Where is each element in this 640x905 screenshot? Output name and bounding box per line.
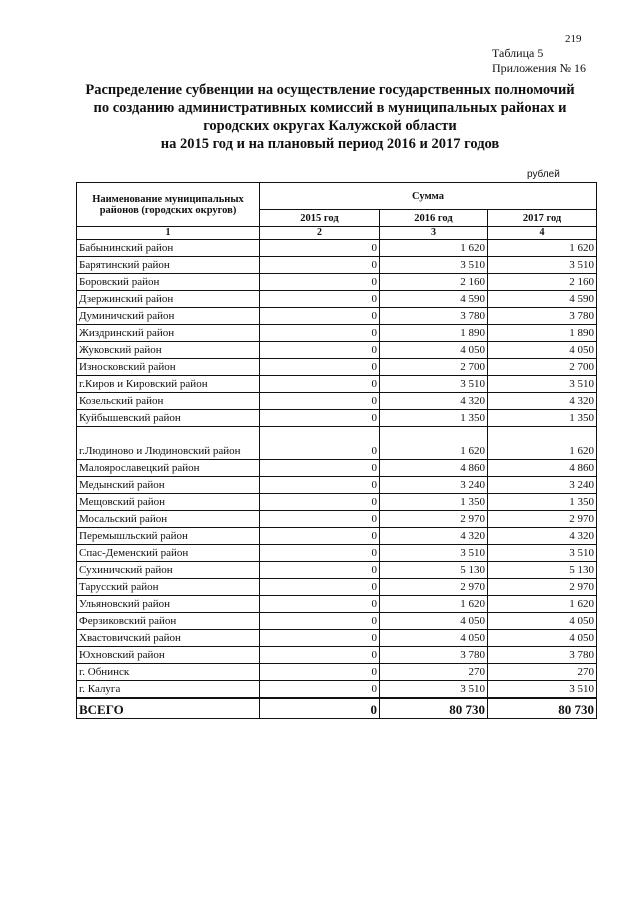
header-municipality: Наименование муниципальных районов (городских округов): [77, 183, 260, 227]
amount-2017: 1 620: [488, 427, 597, 460]
municipality-name: Думиничский район: [77, 308, 260, 325]
table-body: [77, 240, 597, 699]
municipality-name: Сухиничский район: [77, 562, 260, 579]
amount-2017: 2 970: [488, 511, 597, 528]
header-sum: Сумма: [260, 183, 597, 210]
table-row: [77, 596, 597, 613]
table-row: [77, 545, 597, 562]
table-row: [77, 274, 597, 291]
amount-2017: 3 510: [488, 376, 597, 393]
header-year-2016: 2016 год: [380, 210, 488, 227]
table-row: [77, 528, 597, 545]
subvention-table: [76, 182, 597, 719]
amount-2017: 4 050: [488, 342, 597, 359]
amount-2016: 3 510: [380, 257, 488, 274]
title-line-2: по созданию административных комиссий в муниципальных районах и: [93, 100, 567, 116]
table-row: [77, 376, 597, 393]
amount-2016: 5 130: [380, 562, 488, 579]
municipality-name: г. Обнинск: [77, 664, 260, 681]
municipality-name: Мещовский район: [77, 494, 260, 511]
amount-2016: 4 050: [380, 613, 488, 630]
table-row: [77, 257, 597, 274]
municipality-name: Юхновский район: [77, 647, 260, 664]
amount-2015: 0: [260, 291, 380, 308]
amount-2015: 0: [260, 596, 380, 613]
amount-2015: 0: [260, 325, 380, 342]
amount-2015: 0: [260, 494, 380, 511]
municipality-name: Ульяновский район: [77, 596, 260, 613]
table-row: [77, 342, 597, 359]
total-2015: 0: [260, 698, 380, 719]
amount-2015: 0: [260, 410, 380, 427]
amount-2017: 4 860: [488, 460, 597, 477]
title-line-1: Распределение субвенции на осуществление государственных полномочий: [85, 82, 575, 98]
amount-2016: 2 700: [380, 359, 488, 376]
amount-2016: 2 970: [380, 579, 488, 596]
municipality-name: Бабынинский район: [77, 240, 260, 257]
amount-2015: 0: [260, 681, 380, 699]
municipality-name: г.Киров и Кировский район: [77, 376, 260, 393]
amount-2016: 4 050: [380, 342, 488, 359]
municipality-name: г. Калуга: [77, 681, 260, 699]
amount-2017: 2 160: [488, 274, 597, 291]
amount-2017: 3 780: [488, 308, 597, 325]
municipality-name: Куйбышевский район: [77, 410, 260, 427]
amount-2015: 0: [260, 613, 380, 630]
amount-2015: 0: [260, 528, 380, 545]
title-line-4: на 2015 год и на плановый период 2016 и 2017 годов: [160, 136, 500, 152]
amount-2017: 1 620: [488, 596, 597, 613]
table-row: [77, 681, 597, 699]
amount-2015: 0: [260, 477, 380, 494]
municipality-name: Мосальский район: [77, 511, 260, 528]
table-row: [77, 460, 597, 477]
total-2017: 80 730: [488, 698, 597, 719]
municipality-name: Боровский район: [77, 274, 260, 291]
amount-2015: 0: [260, 257, 380, 274]
municipality-name: Жиздринский район: [77, 325, 260, 342]
municipality-name: Спас-Деменский район: [77, 545, 260, 562]
amount-2015: 0: [260, 579, 380, 596]
table-row: [77, 393, 597, 410]
municipality-name: Козельский район: [77, 393, 260, 410]
amount-2015: 0: [260, 664, 380, 681]
amount-2016: 1 350: [380, 494, 488, 511]
table-row: [77, 511, 597, 528]
amount-2016: 1 350: [380, 410, 488, 427]
amount-2016: 3 510: [380, 376, 488, 393]
table-row: [77, 647, 597, 664]
municipality-name: Перемышльский район: [77, 528, 260, 545]
amount-2016: 2 970: [380, 511, 488, 528]
amount-2015: 0: [260, 545, 380, 562]
amount-2015: 0: [260, 630, 380, 647]
table-row: [77, 291, 597, 308]
header-year-2017: 2017 год: [488, 210, 597, 227]
total-label: ВСЕГО: [77, 698, 260, 719]
amount-2017: 4 050: [488, 613, 597, 630]
amount-2015: 0: [260, 647, 380, 664]
amount-2017: 3 780: [488, 647, 597, 664]
page-number: 219: [565, 33, 582, 45]
amount-2017: 3 510: [488, 681, 597, 699]
amount-2015: 0: [260, 460, 380, 477]
title-line-3: городских округах Калужской области: [203, 118, 457, 134]
amount-2017: 3 510: [488, 545, 597, 562]
document-title: [70, 81, 590, 153]
table-row: [77, 359, 597, 376]
table-row: [77, 664, 597, 681]
amount-2016: 3 510: [380, 545, 488, 562]
amount-2015: 0: [260, 274, 380, 291]
table-row: [77, 240, 597, 257]
amount-2015: 0: [260, 342, 380, 359]
amount-2016: 4 320: [380, 528, 488, 545]
table-row: [77, 410, 597, 427]
amount-2016: 4 860: [380, 460, 488, 477]
amount-2017: 5 130: [488, 562, 597, 579]
amount-2017: 1 350: [488, 410, 597, 427]
amount-2016: 4 320: [380, 393, 488, 410]
municipality-name: Барятинский район: [77, 257, 260, 274]
amount-2017: 2 970: [488, 579, 597, 596]
amount-2016: 1 620: [380, 427, 488, 460]
amount-2017: 1 350: [488, 494, 597, 511]
amount-2016: 3 510: [380, 681, 488, 699]
amount-2016: 4 050: [380, 630, 488, 647]
table-row: [77, 494, 597, 511]
table-row: [77, 325, 597, 342]
table-row: [77, 630, 597, 647]
municipality-name: Жуковский район: [77, 342, 260, 359]
municipality-name: Малоярославецкий район: [77, 460, 260, 477]
municipality-name: Дзержинский район: [77, 291, 260, 308]
total-2016: 80 730: [380, 698, 488, 719]
amount-2016: 3 780: [380, 647, 488, 664]
municipality-name: Износковский район: [77, 359, 260, 376]
table-row: [77, 477, 597, 494]
appendix-label: Приложения № 16: [492, 61, 587, 75]
amount-2016: 3 780: [380, 308, 488, 325]
municipality-name: г.Людиново и Людиновский район: [77, 427, 260, 460]
total-row: [77, 698, 597, 719]
amount-2017: 2 700: [488, 359, 597, 376]
amount-2017: 4 320: [488, 393, 597, 410]
amount-2015: 0: [260, 359, 380, 376]
municipality-name: Ферзиковский район: [77, 613, 260, 630]
unit-label: рублей: [527, 169, 560, 180]
municipality-name: Тарусский район: [77, 579, 260, 596]
column-number: 2: [260, 227, 380, 240]
amount-2015: 0: [260, 376, 380, 393]
amount-2016: 1 620: [380, 240, 488, 257]
table-row: [77, 613, 597, 630]
column-number: 3: [380, 227, 488, 240]
amount-2017: 4 050: [488, 630, 597, 647]
amount-2015: 0: [260, 308, 380, 325]
amount-2015: 0: [260, 393, 380, 410]
amount-2016: 3 240: [380, 477, 488, 494]
amount-2016: 2 160: [380, 274, 488, 291]
amount-2016: 270: [380, 664, 488, 681]
column-number: 1: [77, 227, 260, 240]
amount-2015: 0: [260, 240, 380, 257]
table-row: [77, 427, 597, 460]
amount-2015: 0: [260, 511, 380, 528]
amount-2017: 3 240: [488, 477, 597, 494]
table-reference: [492, 46, 586, 76]
table-row: [77, 562, 597, 579]
amount-2016: 1 620: [380, 596, 488, 613]
amount-2017: 4 320: [488, 528, 597, 545]
column-number: 4: [488, 227, 597, 240]
amount-2017: 1 620: [488, 240, 597, 257]
table-label: Таблица 5: [492, 46, 544, 60]
amount-2017: 270: [488, 664, 597, 681]
amount-2016: 1 890: [380, 325, 488, 342]
amount-2015: 0: [260, 562, 380, 579]
header-year-2015: 2015 год: [260, 210, 380, 227]
municipality-name: Хвастовичский район: [77, 630, 260, 647]
amount-2017: 3 510: [488, 257, 597, 274]
table-row: [77, 308, 597, 325]
amount-2016: 4 590: [380, 291, 488, 308]
amount-2017: 4 590: [488, 291, 597, 308]
amount-2017: 1 890: [488, 325, 597, 342]
amount-2015: 0: [260, 427, 380, 460]
table-row: [77, 579, 597, 596]
municipality-name: Медынский район: [77, 477, 260, 494]
